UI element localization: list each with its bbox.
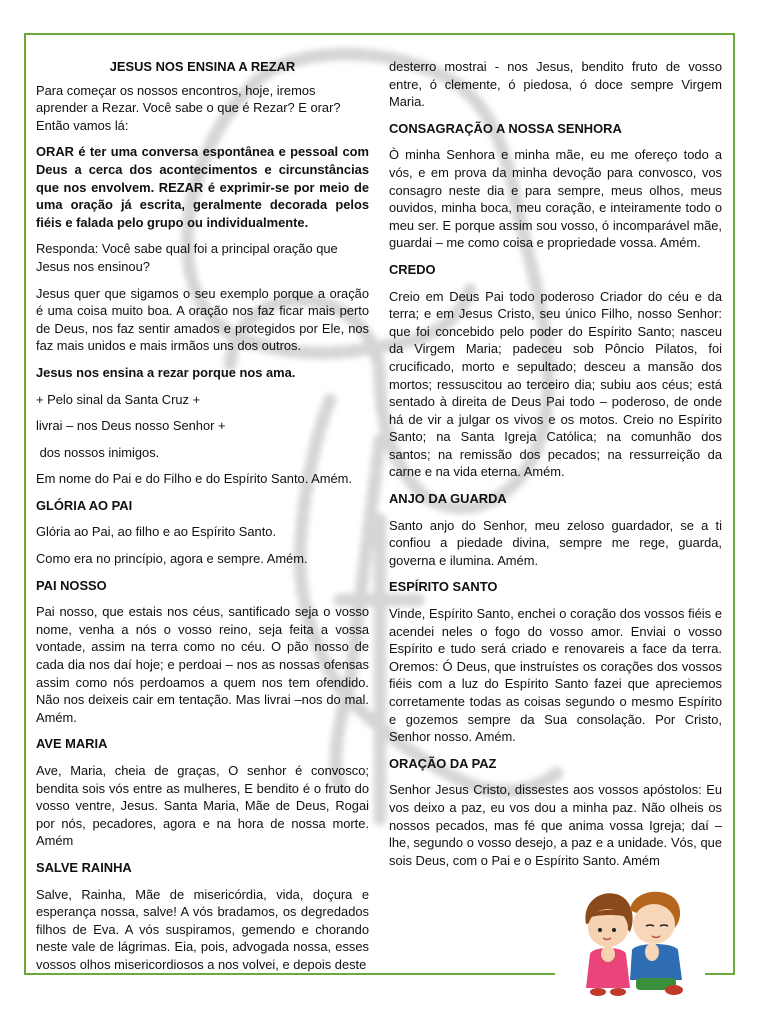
definition-paragraph: ORAR é ter uma conversa espontânea e pessoal com Deus a cerca dos acontecimentos e circunstâncias que nos envolvem. REZAR é exprimir-se por meio de uma oração já escrita, geralmente decorada pelos fiéis e falada pelo grupo ou individualmente. [36, 144, 369, 230]
anjo-da-guarda-heading: ANJO DA GUARDA [389, 491, 507, 507]
oracao-da-paz-text: Senhor Jesus Cristo, dissestes aos vossos apóstolos: Eu vos deixo a paz, eu vos dou a minha paz. Não olheis os nossos pecados, mas fé que anima vossa Igreja; daí – lhe, segundo o vosso desejo, a paz e a unidade. Vós, que sois Deus, com o Pai e o Espírito Santo. Amém [389, 782, 722, 868]
sinal-line-1: + Pelo sinal da Santa Cruz + [36, 391, 201, 407]
example-paragraph: Jesus quer que sigamos o seu exemplo porque a oração é uma coisa muito boa. A oração nos faz ficar mais perto de Deus, nos faz sentir amados e protegidos por Ele, nos faz mais unidos e mais irmãos uns dos outros. [36, 285, 369, 354]
anjo-da-guarda-text: Santo anjo do Senhor, meu zeloso guardador, se a ti confiou a piedade divina, sempre me rege, guarda, governa e ilumina. Amém. [389, 517, 722, 568]
gloria-heading: GLÓRIA AO PAI [36, 497, 133, 513]
credo-text: Creio em Deus Pai todo poderoso Criador do céu e da terra; e em Jesus Cristo, seu único Filho, nosso Senhor: que foi concebido pelo poder do Espírito Santo; nasceu da Virgem Maria; padeceu sob Pôncio Pilatos, foi crucificado, morto e sepultado; desceu a mansão dos mortos; ressuscitou ao terceiro dia; subiu aos céus; está sentado à direita de Deus Pai todo – poderoso, de onde há de vir a julgar os vivos e os motos. Creio no Espírito Santo; na Santa Igreja Católica; na comunhão dos santos; na remissão dos pecados; na ressurreição da carne e na vida eterna. Amém. [389, 288, 722, 480]
sinal-line-3: dos nossos inimigos. [36, 444, 160, 460]
pai-nosso-text: Pai nosso, que estais nos céus, santificado seja o vosso nome, venha a nós o vosso reino, seja feita a vossa vontade, assim na terra como no céu. O pão nosso de cada dia nos daí hoje; e perdoai – nos as nossas ofensas assim como nós perdoamos a quem nos tem ofendido. Não nos deixeis cair em tentação. Mas livrai –nos do mal. Amém. [36, 604, 369, 725]
oracao-da-paz-heading: ORAÇÃO DA PAZ [389, 755, 497, 771]
espirito-santo-heading: ESPÍRITO SANTO [389, 579, 498, 595]
credo-heading: CREDO [389, 261, 436, 277]
sinal-line-2: livrai – nos Deus nosso Senhor + [36, 418, 226, 434]
page-title: JESUS NOS ENSINA A REZAR [109, 59, 296, 74]
sinal-line-4: Em nome do Pai e do Filho e do Espírito Santo. Amém. [36, 471, 352, 487]
consagracao-text: Ò minha Senhora e minha mãe, eu me ofereço todo a vós, e em prova da minha devoção para convosco, vos consagro neste dia e para sempre, meus olhos, meus ouvidos, minha boca, meu coração, e inteiramente todo o meu ser. E porque assim sou vosso, ó incomparável mãe, guardai – me como coisa e propriedade vossa. Amém. [389, 147, 722, 251]
ave-maria-text: Ave, Maria, cheia de graças, O senhor é convosco; bendita sois vós entre as mulheres, E bendito é o fruto do vosso ventre, Jesus. Santa Maria, Mãe de Deus, Rogai por nós, pecadores, agora e na hora de nossa morte. Amém [36, 763, 369, 849]
left-column [36, 58, 369, 983]
salve-rainha-continued: desterro mostrai - nos Jesus, bendito fruto de vosso entre, ó clemente, ó piedosa, ó doce sempre Virgem Maria. [389, 59, 722, 110]
question-paragraph: Responda: Você sabe qual foi a principal oração que Jesus nos ensinou? [36, 241, 338, 274]
espirito-santo-text: Vinde, Espírito Santo, enchei o coração dos vossos fiéis e acendei neles o fogo do vosso amor. Enviai o vosso Espírito e tudo será criado e renovareis a face da terra. Oremos: Ó Deus, que instruístes os corações dos vossos fiéis com a luz do Espírito Santo fazei que apreciemos corretamente todas as coisas segundo o mesmo Espírito e gozemos sempre da Sua consolação. Por Cristo, Senhor nosso. Amém. [389, 606, 722, 745]
gloria-line-1: Glória ao Pai, ao filho e ao Espírito Santo. [36, 524, 277, 540]
salve-rainha-text: Salve, Rainha, Mãe de misericórdia, vida, doçura e esperança nossa, salve! A vós bradamos, os degredados filhos de Eva. A vós suspiramos, gemendo e chorando neste vale de lágrimas. Eia, pois, advogada nossa, esses vossos olhos misericordiosos a nos volvei, e depois deste [36, 886, 369, 972]
salve-rainha-heading: SALVE RAINHA [36, 859, 132, 875]
consagracao-heading: CONSAGRAÇÃO A NOSSA SENHORA [389, 120, 622, 136]
praying-children-illustration [578, 884, 696, 1000]
ave-maria-heading: AVE MARIA [36, 736, 108, 752]
gloria-line-2: Como era no princípio, agora e sempre. Amém. [36, 551, 308, 567]
intro-paragraph: Para começar os nossos encontros, hoje, iremos aprender a Rezar. Você sabe o que é Rezar? E orar? Então vamos lá: [36, 82, 341, 133]
pai-nosso-heading: PAI NOSSO [36, 577, 107, 593]
why-paragraph: Jesus nos ensina a rezar porque nos ama. [36, 364, 296, 380]
right-column [389, 58, 722, 878]
